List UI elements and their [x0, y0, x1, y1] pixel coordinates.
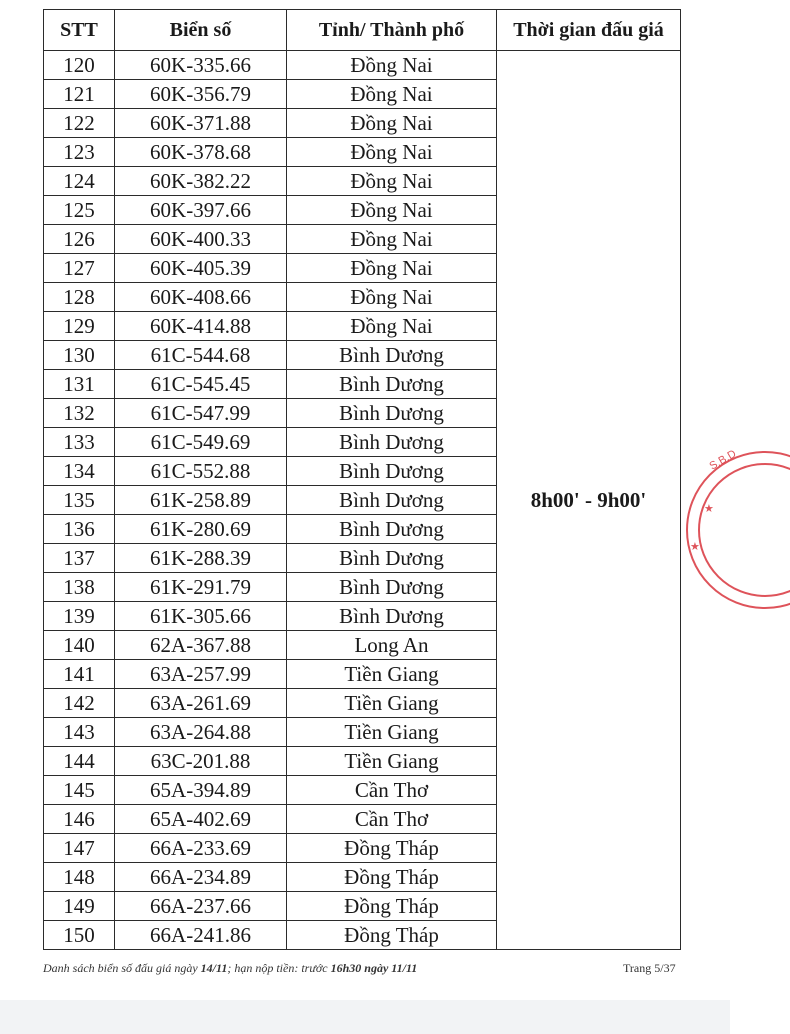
cell-stt: 123 [44, 138, 115, 167]
header-plate: Biển số [115, 10, 287, 51]
table-row [44, 51, 681, 80]
footer-deadline: 16h30 ngày 11/11 [330, 961, 418, 975]
cell-plate: 62A-367.88 [115, 631, 287, 660]
cell-plate: 60K-378.68 [115, 138, 287, 167]
cell-plate: 61C-549.69 [115, 428, 287, 457]
cell-stt: 126 [44, 225, 115, 254]
cell-province: Bình Dương [287, 515, 497, 544]
cell-stt: 147 [44, 834, 115, 863]
cell-stt: 139 [44, 602, 115, 631]
cell-stt: 127 [44, 254, 115, 283]
cell-province: Đồng Nai [287, 51, 497, 80]
cell-stt: 150 [44, 921, 115, 950]
cell-province: Đồng Nai [287, 109, 497, 138]
cell-province: Bình Dương [287, 544, 497, 573]
cell-province: Tiền Giang [287, 660, 497, 689]
cell-stt: 138 [44, 573, 115, 602]
cell-stt: 149 [44, 892, 115, 921]
cell-stt: 124 [44, 167, 115, 196]
cell-stt: 132 [44, 399, 115, 428]
cell-stt: 137 [44, 544, 115, 573]
table-header-row [44, 10, 681, 51]
cell-plate: 66A-237.66 [115, 892, 287, 921]
cell-plate: 61C-545.45 [115, 370, 287, 399]
cell-plate: 65A-394.89 [115, 776, 287, 805]
cell-plate: 63C-201.88 [115, 747, 287, 776]
cell-plate: 60K-356.79 [115, 80, 287, 109]
header-time: Thời gian đấu giá [497, 10, 681, 51]
cell-stt: 136 [44, 515, 115, 544]
cell-province: Bình Dương [287, 486, 497, 515]
cell-province: Bình Dương [287, 370, 497, 399]
cell-plate: 63A-264.88 [115, 718, 287, 747]
cell-stt: 125 [44, 196, 115, 225]
cell-plate: 61K-305.66 [115, 602, 287, 631]
cell-plate: 66A-234.89 [115, 863, 287, 892]
cell-stt: 144 [44, 747, 115, 776]
cell-province: Đồng Tháp [287, 892, 497, 921]
cell-stt: 140 [44, 631, 115, 660]
cell-province: Tiền Giang [287, 718, 497, 747]
cell-province: Đồng Nai [287, 167, 497, 196]
cell-plate: 60K-335.66 [115, 51, 287, 80]
cell-plate: 60K-405.39 [115, 254, 287, 283]
cell-province: Cần Thơ [287, 805, 497, 834]
cell-stt: 142 [44, 689, 115, 718]
cell-stt: 121 [44, 80, 115, 109]
cell-stt: 133 [44, 428, 115, 457]
cell-plate: 60K-397.66 [115, 196, 287, 225]
cell-plate: 61C-544.68 [115, 341, 287, 370]
cell-plate: 60K-408.66 [115, 283, 287, 312]
cell-province: Long An [287, 631, 497, 660]
cell-province: Bình Dương [287, 428, 497, 457]
cell-stt: 131 [44, 370, 115, 399]
cell-plate: 60K-382.22 [115, 167, 287, 196]
cell-plate: 61K-258.89 [115, 486, 287, 515]
cell-province: Đồng Nai [287, 196, 497, 225]
cell-stt: 145 [44, 776, 115, 805]
cell-plate: 60K-414.88 [115, 312, 287, 341]
auction-plate-table [43, 9, 681, 950]
page-number: Trang 5/37 [623, 961, 676, 975]
cell-stt: 146 [44, 805, 115, 834]
footer-middle: ; hạn nộp tiền: trước [227, 961, 328, 975]
cell-province: Tiền Giang [287, 689, 497, 718]
cell-province: Đồng Nai [287, 312, 497, 341]
cell-province: Bình Dương [287, 573, 497, 602]
cell-province: Đồng Nai [287, 283, 497, 312]
cell-province: Bình Dương [287, 602, 497, 631]
cell-stt: 134 [44, 457, 115, 486]
cell-province: Bình Dương [287, 457, 497, 486]
cell-province: Tiền Giang [287, 747, 497, 776]
cell-stt: 128 [44, 283, 115, 312]
cell-plate: 66A-233.69 [115, 834, 287, 863]
header-stt: STT [44, 10, 115, 51]
cell-province: Đồng Tháp [287, 834, 497, 863]
svg-text:★: ★ [704, 503, 714, 515]
cell-stt: 141 [44, 660, 115, 689]
cell-province: Bình Dương [287, 399, 497, 428]
cell-stt: 135 [44, 486, 115, 515]
cell-province: Đồng Nai [287, 138, 497, 167]
bottom-band [0, 1000, 730, 1034]
footer-note [43, 961, 417, 976]
table-body [44, 51, 681, 950]
cell-province: Cần Thơ [287, 776, 497, 805]
cell-plate: 61C-547.99 [115, 399, 287, 428]
cell-stt: 143 [44, 718, 115, 747]
cell-plate: 63A-261.69 [115, 689, 287, 718]
header-province: Tỉnh/ Thành phố [287, 10, 497, 51]
cell-province: Đồng Nai [287, 80, 497, 109]
footer-prefix: Danh sách biển số đấu giá ngày [43, 961, 198, 975]
cell-plate: 60K-371.88 [115, 109, 287, 138]
cell-plate: 66A-241.86 [115, 921, 287, 950]
cell-stt: 122 [44, 109, 115, 138]
cell-plate: 63A-257.99 [115, 660, 287, 689]
svg-text:★: ★ [690, 541, 700, 553]
cell-stt: 130 [44, 341, 115, 370]
cell-plate: 61K-291.79 [115, 573, 287, 602]
cell-plate: 60K-400.33 [115, 225, 287, 254]
cell-province: Đồng Nai [287, 225, 497, 254]
stamp-text: S.B.D [707, 447, 739, 473]
cell-plate: 61K-288.39 [115, 544, 287, 573]
cell-plate: 65A-402.69 [115, 805, 287, 834]
cell-province: Đồng Tháp [287, 921, 497, 950]
cell-province: Bình Dương [287, 341, 497, 370]
cell-province: Đồng Nai [287, 254, 497, 283]
cell-stt: 129 [44, 312, 115, 341]
cell-province: Đồng Tháp [287, 863, 497, 892]
cell-plate: 61K-280.69 [115, 515, 287, 544]
cell-auction-time: 8h00' - 9h00' [497, 51, 681, 950]
cell-plate: 61C-552.88 [115, 457, 287, 486]
footer-auction-date: 14/11 [200, 961, 228, 975]
cell-stt: 148 [44, 863, 115, 892]
cell-stt: 120 [44, 51, 115, 80]
